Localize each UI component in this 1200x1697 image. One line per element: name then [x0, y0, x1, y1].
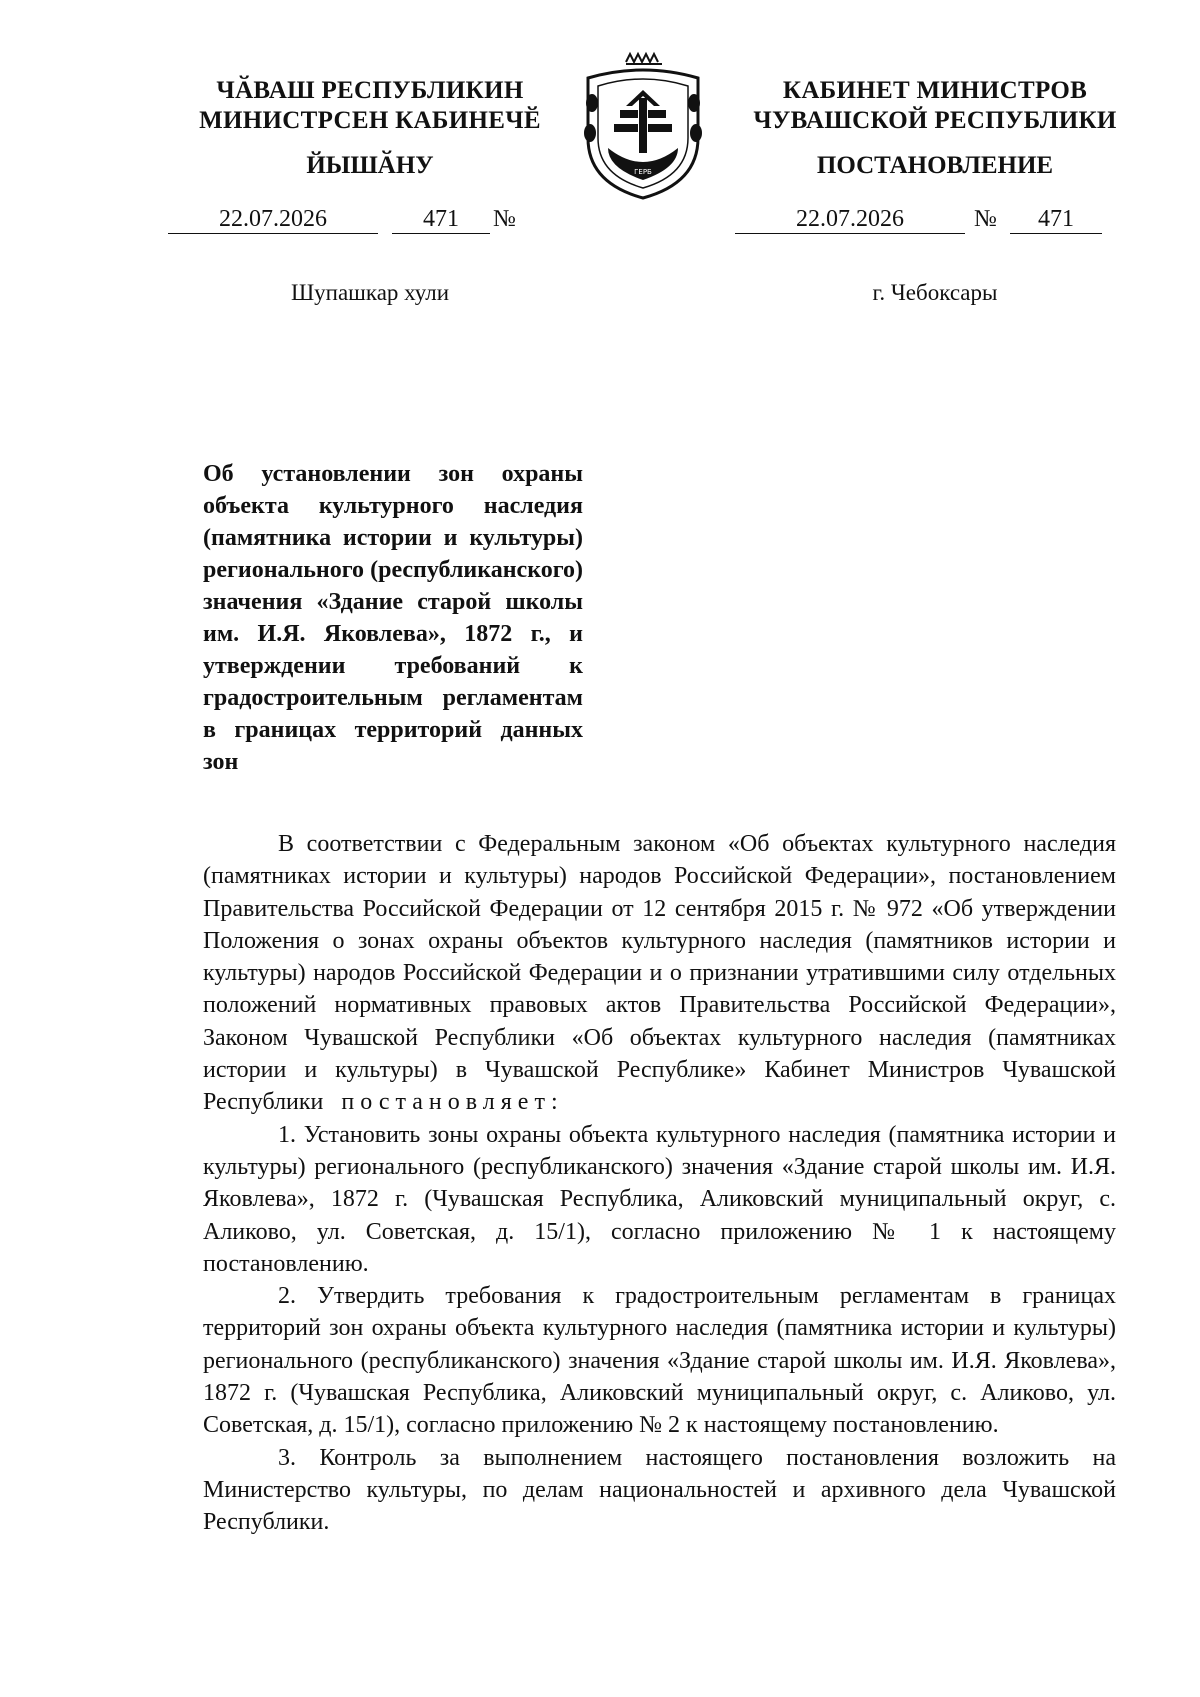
right-number: 471	[1038, 206, 1074, 232]
list-item: 2. Утвердить требования к градостроительным регламентам в границах территорий зон охраны объекта культурного наследия (памятника истории и культуры) регионального (республиканского) значения «Здание старой школы им. И.Я. Яковлева», 1872 г. (Чувашская Республика, Аликовский муниципальный округ, с. Аликово, ул. Советская, д. 15/1), согласно приложению № 2 к настоящему постановлению.	[203, 1283, 1116, 1439]
document-body	[203, 828, 1116, 1539]
right-number-underline	[1010, 233, 1102, 234]
document-title	[203, 458, 583, 778]
svg-text:ГЕРБ: ГЕРБ	[634, 168, 652, 176]
decree-word: постановляет:	[341, 1089, 564, 1116]
left-header-line1: ЧӐВАШ РЕСПУБЛИКИН	[216, 77, 524, 104]
left-date-underline	[168, 233, 378, 234]
right-number-sign: №	[974, 206, 997, 232]
left-number-underline	[392, 233, 490, 234]
preamble-paragraph	[203, 828, 1116, 1119]
right-doc-type: ПОСТАНОВЛЕНИЕ	[816, 152, 1054, 179]
preamble-text: В соответствии с Федеральным законом «Об объектах культурного наследия (памятниках истории и культуры) народов Российской Федерации», постановлением Правительства Российской Федерации от 12 сентября 2015 г. № 972 «Об утверждении Положения о зонах охраны объектов культурного наследия (памятников истории и культуры) народов Российской Федерации и о признании утратившими силу отдельных положений нормативных правовых актов Правительства Российской Федерации», Законом Чувашской Республики «Об объектах культурного наследия (памятниках истории и культуры) в Чувашской Республике» Кабинет Министров Чувашской Республики	[203, 831, 1116, 1116]
left-doc-type: ЙЫШӐНУ	[306, 152, 434, 179]
right-date: 22.07.2026	[796, 206, 904, 232]
right-header	[735, 76, 1135, 136]
left-number: 471	[423, 206, 459, 232]
right-place: г. Чебоксары	[872, 280, 998, 305]
left-number-sign: №	[493, 206, 516, 232]
right-header-line1: КАБИНЕТ МИНИСТРОВ	[782, 77, 1088, 104]
right-date-underline	[735, 233, 965, 234]
chuvash-coat-of-arms-icon	[568, 48, 718, 208]
left-header-line2: МИНИСТРСЕН КАБИНЕЧӖ	[199, 107, 541, 134]
left-header	[150, 76, 590, 136]
coat-of-arms	[568, 48, 718, 208]
left-date: 22.07.2026	[219, 206, 327, 232]
right-header-line2: ЧУВАШСКОЙ РЕСПУБЛИКИ	[753, 107, 1117, 134]
list-item: 1. Установить зоны охраны объекта культурного наследия (памятника истории и культуры) регионального (республиканского) значения «Здание старой школы им. И.Я. Яковлева», 1872 г. (Чувашская Республика, Аликовский муниципальный округ, с. Аликово, ул. Советская, д. 15/1), согласно приложению № 1 к настоящему постановлению.	[203, 1121, 1116, 1277]
list-item: 3. Контроль за выполнением настоящего постановления возложить на Министерство культуры, по делам национальностей и архивного дела Чувашской Республики.	[203, 1444, 1116, 1536]
left-place: Шупашкар хули	[290, 280, 450, 305]
document-title-text: Об установлении зон охраны объекта культурного наследия (памятника истории и культуры) регионального (республиканского) значения «Здание старой школы им. И.Я. Яковлева», 1872 г., и утверждении требований к градостроительным регламентам в границах территорий данных зон	[203, 461, 583, 775]
